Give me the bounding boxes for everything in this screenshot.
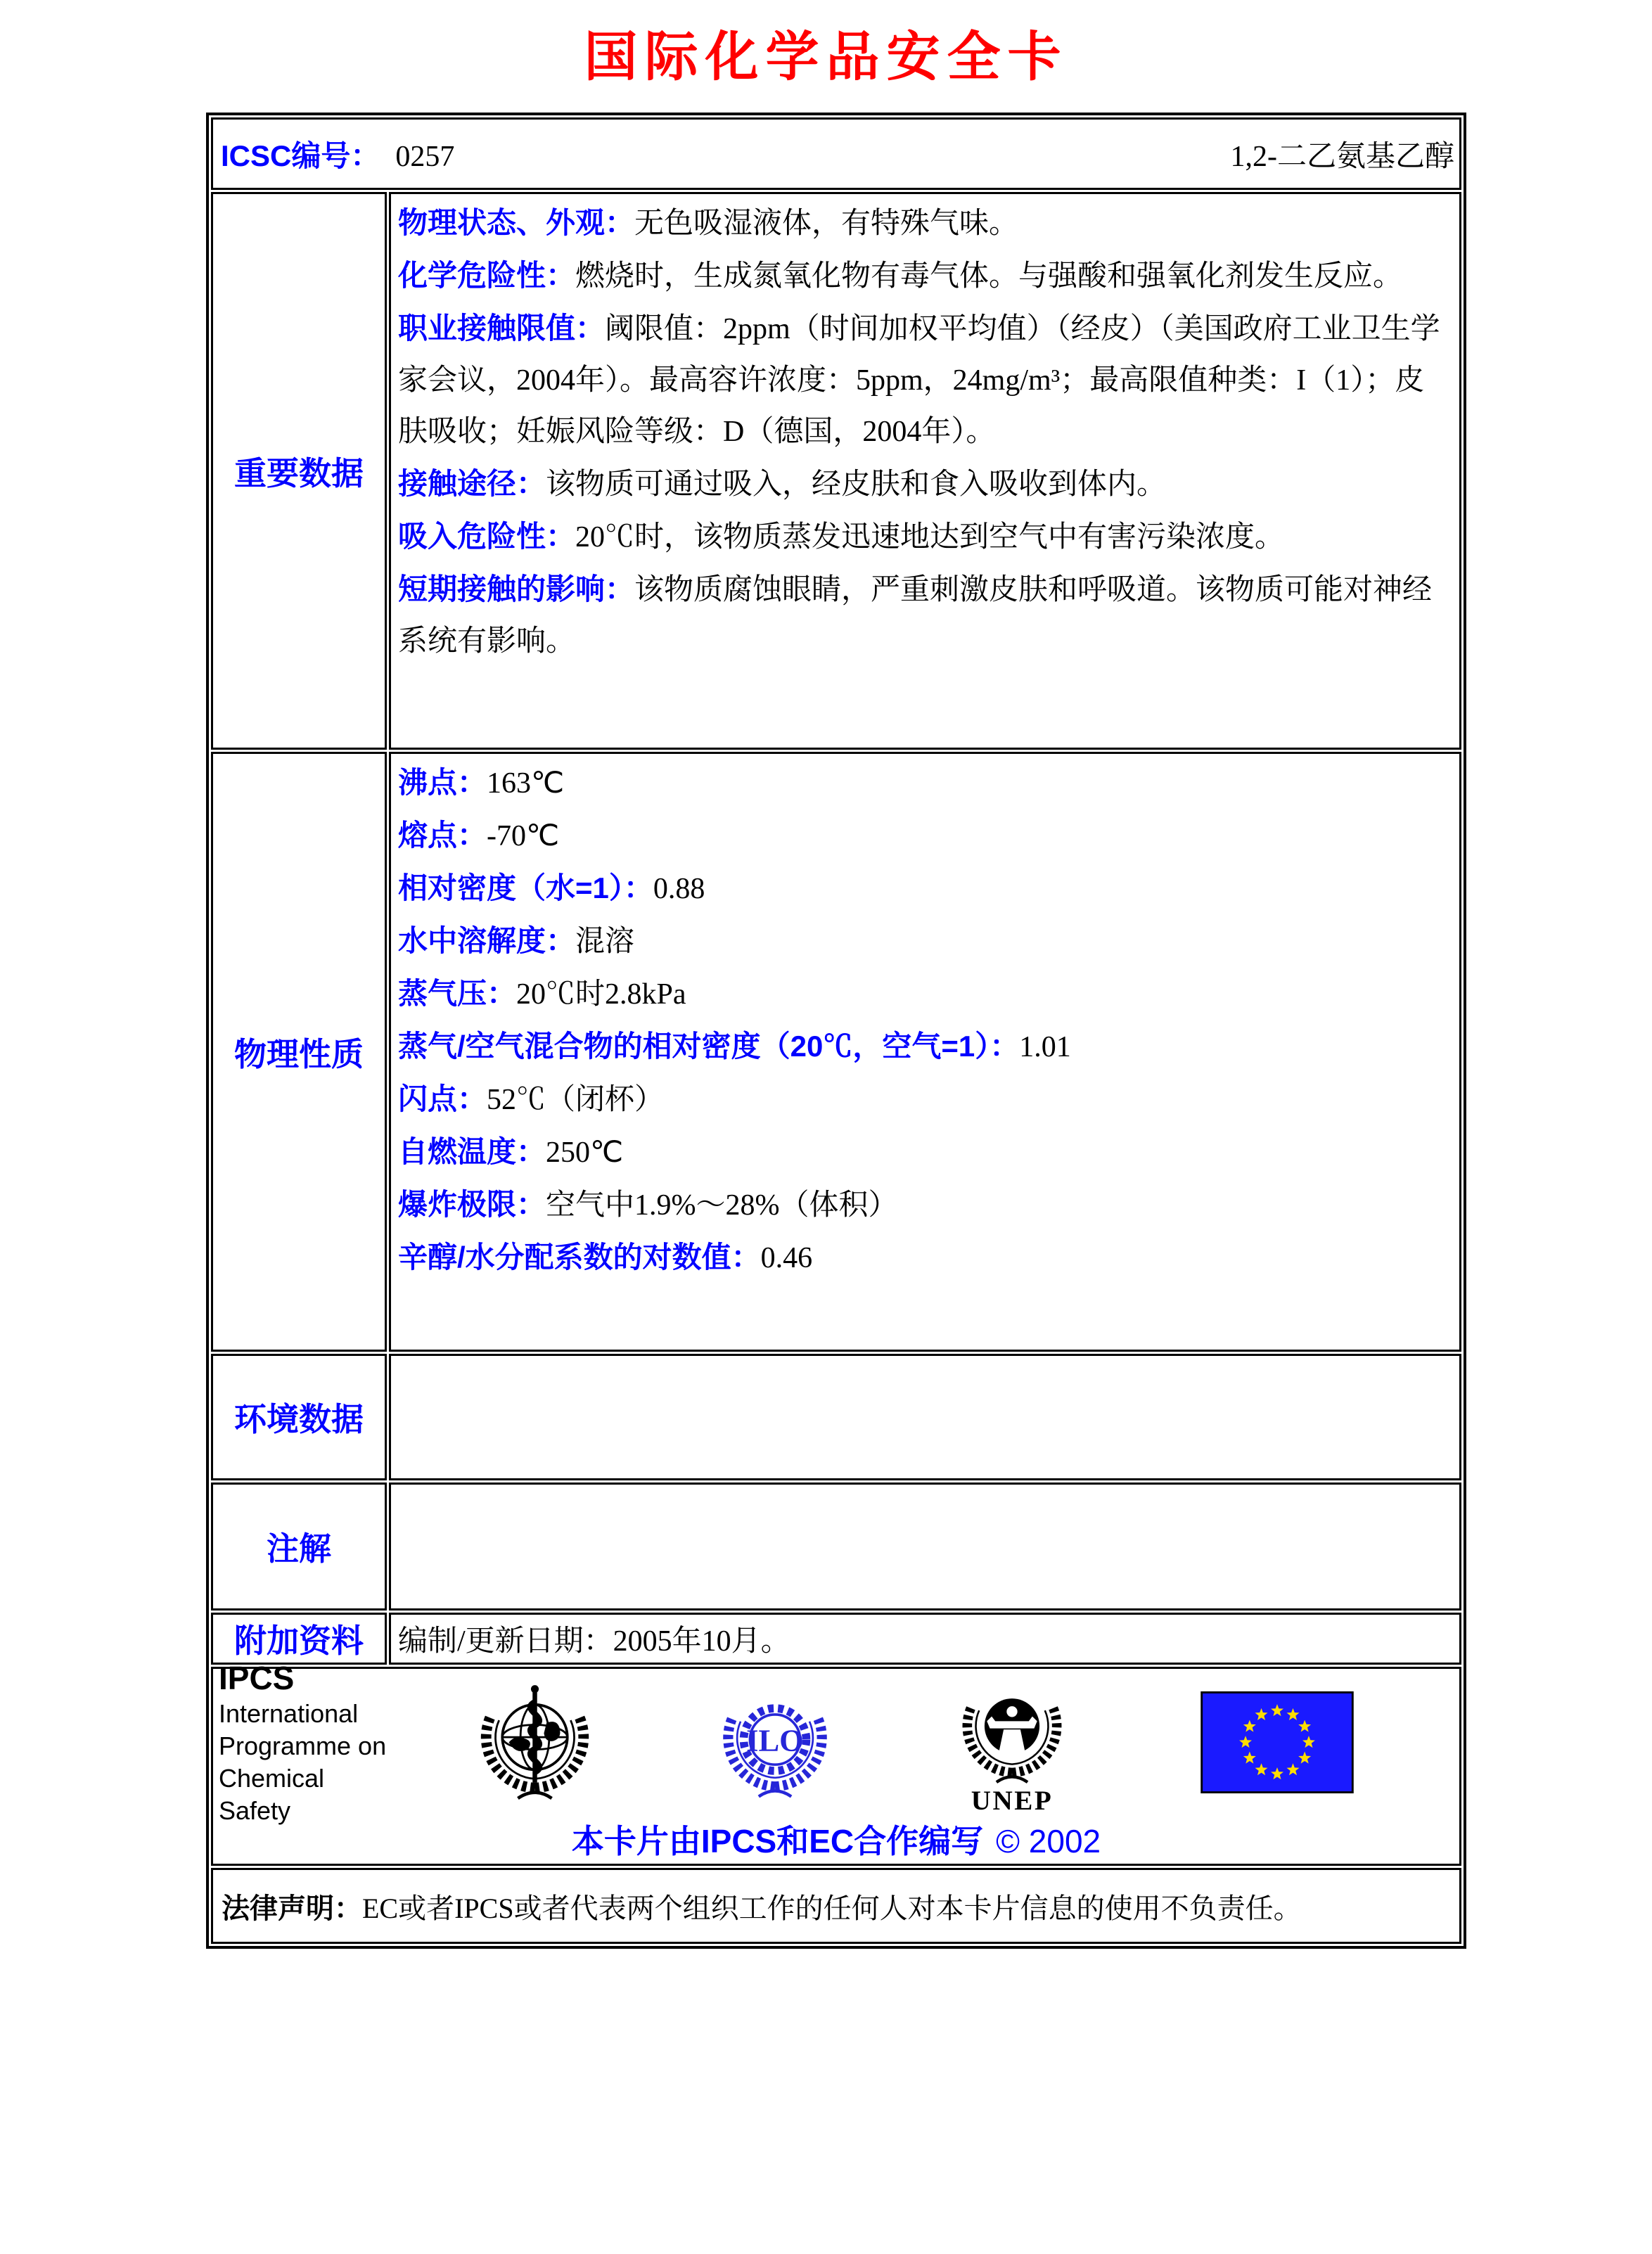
property-label: 蒸气压： <box>398 977 517 1010</box>
section-label-environmental-data: 环境数据 <box>211 1354 387 1480</box>
page-title: 国际化学品安全卡 <box>584 27 1068 87</box>
ilo-emblem-icon <box>712 1680 838 1805</box>
property-label: 自燃温度： <box>398 1135 546 1168</box>
important-data-item <box>398 197 1452 250</box>
icsc-number-value: 0257 <box>395 140 455 173</box>
item-label: 吸入危险性： <box>398 520 576 553</box>
item-text: 燃烧时，生成氮氧化物有毒气体。与强酸和强氧化剂发生反应。 <box>575 260 1403 293</box>
property-line <box>398 968 1452 1020</box>
notes-row <box>211 1483 1461 1611</box>
environmental-data-row <box>211 1354 1461 1480</box>
physical-properties-content <box>389 752 1461 1352</box>
important-data-content <box>389 192 1461 750</box>
property-label: 沸点： <box>398 766 487 799</box>
property-line <box>398 1126 1452 1179</box>
property-value: 混溶 <box>575 926 635 958</box>
property-line <box>398 1073 1452 1126</box>
property-line <box>398 809 1452 862</box>
item-text: 20℃时，该物质蒸发迅速地达到空气中有害污染浓度。 <box>575 521 1285 553</box>
header-row <box>211 117 1461 190</box>
property-value: 20℃时2.8kPa <box>516 978 686 1011</box>
property-line <box>398 757 1452 809</box>
legal-text: EC或者IPCS或者代表两个组织工作的任何人对本卡片信息的使用不负责任。 <box>362 1892 1302 1924</box>
property-line <box>398 1231 1452 1284</box>
ipcs-line: Chemical Safety <box>219 1763 325 1825</box>
property-line <box>398 862 1452 915</box>
item-text: 该物质腐蚀眼睛，严重刺激皮肤和呼吸道。该物质可能对神经系统有影响。 <box>398 574 1433 658</box>
physical-properties-row <box>211 752 1461 1352</box>
section-label-additional-info: 附加资料 <box>211 1613 387 1665</box>
ipcs-text-block <box>219 1658 396 1827</box>
important-data-item <box>398 302 1452 458</box>
item-label: 接触途径： <box>398 467 546 500</box>
property-value: 0.46 <box>760 1242 813 1274</box>
item-label: 化学危险性： <box>398 259 576 292</box>
logos-cell <box>211 1659 1461 1866</box>
item-text: 阈限值：2ppm（时间加权平均值）（经皮）（美国政府工业卫生学家会议，2004年）。最高容许浓度：5ppm，24mg/m³；最高限值种类：I（1）；皮肤吸收；妊娠风险等级：D（德国，2004年）。 <box>398 313 1440 448</box>
important-data-item <box>398 511 1452 563</box>
icsc-number-group <box>221 133 454 175</box>
legal-row <box>211 1868 1461 1944</box>
important-data-item <box>398 250 1452 302</box>
item-text: 该物质可通过吸入，经皮肤和食入吸收到体内。 <box>546 468 1167 501</box>
credit-text: 本卡片由IPCS和EC合作编写 <box>571 1823 984 1859</box>
credit-year: © 2002 <box>996 1823 1101 1859</box>
item-text: 无色吸湿液体，有特殊气味。 <box>634 207 1019 240</box>
ipcs-line: Programme on <box>219 1731 387 1760</box>
unep-caption: UNEP <box>971 1785 1054 1814</box>
property-label: 辛醇/水分配系数的对数值： <box>398 1241 761 1274</box>
ipcs-line: International <box>219 1698 359 1728</box>
legal-label: 法律声明： <box>222 1893 362 1924</box>
property-value: 空气中1.9%～28%（体积） <box>546 1189 898 1222</box>
section-label-notes: 注解 <box>211 1483 387 1611</box>
property-value: 250℃ <box>546 1136 624 1169</box>
section-label-important-data: 重要数据 <box>211 192 387 750</box>
property-label: 闪点： <box>398 1082 487 1115</box>
header-cell <box>211 117 1461 190</box>
ipcs-title: IPCS <box>219 1659 295 1696</box>
icsc-card-table <box>206 113 1466 1949</box>
property-line <box>398 915 1452 968</box>
who-emblem-icon <box>470 1677 600 1807</box>
property-line <box>398 1020 1452 1073</box>
chemical-name: 1,2-二乙氨基乙醇 <box>1230 140 1454 173</box>
important-data-row <box>211 192 1461 750</box>
property-line <box>398 1179 1452 1231</box>
notes-content <box>389 1483 1461 1611</box>
property-value: 52℃（闭杯） <box>487 1084 665 1116</box>
property-label: 蒸气/空气混合物的相对密度（20℃，空气=1）： <box>398 1030 1020 1063</box>
property-label: 熔点： <box>398 819 487 852</box>
item-label: 短期接触的影响： <box>398 572 635 606</box>
eu-flag-icon <box>1200 1691 1354 1793</box>
property-value: 163℃ <box>487 767 565 800</box>
important-data-item <box>398 458 1452 511</box>
unep-emblem-icon <box>952 1671 1072 1814</box>
property-label: 水中溶解度： <box>398 924 576 957</box>
credit-line <box>219 1816 1454 1862</box>
additional-info-row <box>211 1613 1461 1665</box>
logos-row <box>211 1667 1461 1866</box>
ilo-letters: ILO <box>746 1722 804 1758</box>
property-value: -70℃ <box>487 820 560 852</box>
section-label-physical-properties: 物理性质 <box>211 752 387 1352</box>
important-data-item <box>398 563 1452 667</box>
additional-info-content: 编制/更新日期：2005年10月。 <box>389 1613 1461 1665</box>
property-value: 0.88 <box>653 873 705 905</box>
property-label: 爆炸极限： <box>398 1188 546 1221</box>
item-label: 职业接触限值： <box>398 312 606 345</box>
item-label: 物理状态、外观： <box>398 206 635 239</box>
legal-cell <box>211 1868 1461 1944</box>
property-value: 1.01 <box>1019 1031 1071 1063</box>
property-label: 相对密度（水=1）： <box>398 871 653 904</box>
icsc-number-label: ICSC编号： <box>221 139 380 172</box>
environmental-data-content <box>389 1354 1461 1480</box>
